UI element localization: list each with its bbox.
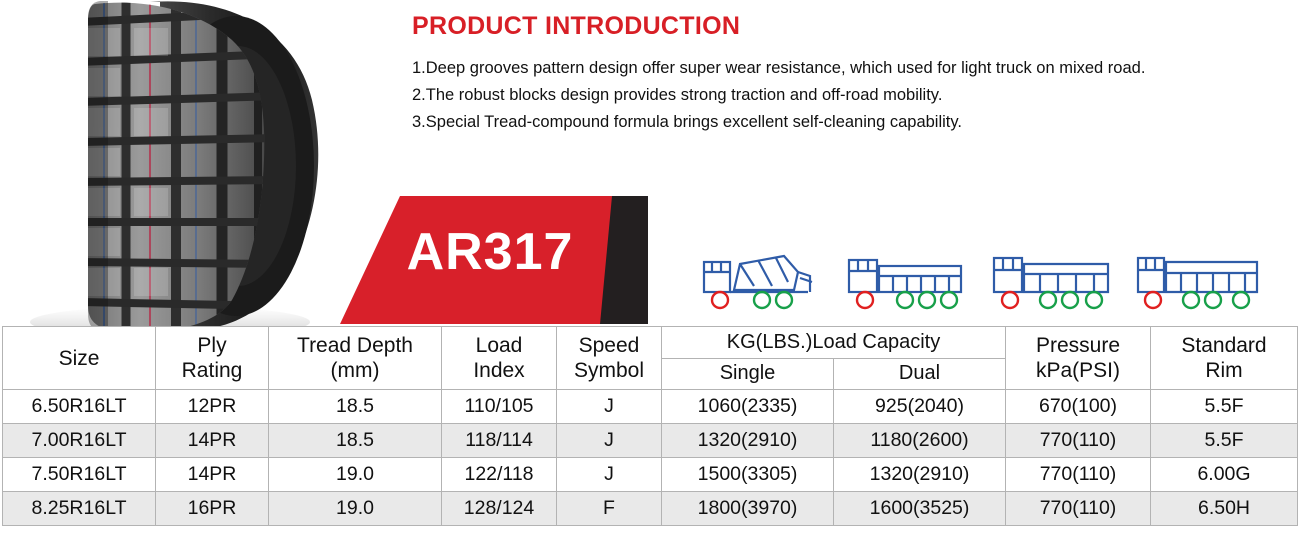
cell-speed: F bbox=[557, 492, 662, 526]
cell-rim: 6.50H bbox=[1151, 492, 1298, 526]
header-tread-depth bbox=[269, 327, 442, 390]
cell-size: 8.25R16LT bbox=[3, 492, 156, 526]
intro-line-1: 1.Deep grooves pattern design offer super wear resistance, which used for light truck on mixed road. bbox=[412, 59, 1146, 77]
table-row bbox=[3, 390, 1298, 424]
cell-speed: J bbox=[557, 458, 662, 492]
table-header bbox=[3, 327, 1298, 390]
header-speed-symbol bbox=[557, 327, 662, 390]
header-size: Size bbox=[3, 327, 156, 390]
header-single: Single bbox=[662, 358, 834, 390]
header-load-index-line2: Index bbox=[473, 359, 525, 382]
cell-load-index: 122/118 bbox=[442, 458, 557, 492]
table-row bbox=[3, 492, 1298, 526]
cell-rim: 5.5F bbox=[1151, 390, 1298, 424]
table-row bbox=[3, 458, 1298, 492]
cell-pressure: 770(110) bbox=[1006, 492, 1151, 526]
header-speed-symbol-line1: Speed bbox=[578, 334, 640, 357]
cell-single: 1320(2910) bbox=[662, 424, 834, 458]
cell-ply: 12PR bbox=[156, 390, 269, 424]
cell-ply: 16PR bbox=[156, 492, 269, 526]
header-pressure-line1: Pressure bbox=[1035, 334, 1121, 357]
cell-dual: 1320(2910) bbox=[834, 458, 1006, 492]
header-ply-rating bbox=[156, 327, 269, 390]
cell-tread: 18.5 bbox=[269, 390, 442, 424]
cell-dual: 1600(3525) bbox=[834, 492, 1006, 526]
product-introduction bbox=[412, 12, 1272, 136]
header-standard-rim-line2: Rim bbox=[1205, 359, 1243, 382]
dump-truck-icon bbox=[990, 242, 1115, 322]
cell-dual: 1180(2600) bbox=[834, 424, 1006, 458]
intro-line-3: 3.Special Tread-compound formula brings excellent self-cleaning capability. bbox=[412, 113, 962, 131]
intro-line-2: 2.The robust blocks design provides strong traction and off-road mobility. bbox=[412, 86, 943, 104]
cell-ply: 14PR bbox=[156, 458, 269, 492]
mixer-truck-icon bbox=[700, 242, 825, 322]
cell-size: 7.50R16LT bbox=[3, 458, 156, 492]
cell-load-index: 110/105 bbox=[442, 390, 557, 424]
cell-rim: 6.00G bbox=[1151, 458, 1298, 492]
header-load-index bbox=[442, 327, 557, 390]
header-ply-rating-line1: Ply bbox=[197, 334, 227, 357]
cell-pressure: 670(100) bbox=[1006, 390, 1151, 424]
cell-pressure: 770(110) bbox=[1006, 458, 1151, 492]
cell-dual: 925(2040) bbox=[834, 390, 1006, 424]
tire-product-image bbox=[0, 0, 400, 330]
header-ply-rating-line2: Rating bbox=[181, 359, 243, 382]
header-load-capacity: KG(LBS.)Load Capacity bbox=[662, 327, 1006, 359]
cell-tread: 19.0 bbox=[269, 492, 442, 526]
page-title: PRODUCT INTRODUCTION bbox=[412, 12, 741, 40]
table-header-row-1 bbox=[3, 327, 1298, 359]
header-dual: Dual bbox=[834, 358, 1006, 390]
model-name: AR317 bbox=[406, 223, 574, 281]
cell-size: 7.00R16LT bbox=[3, 424, 156, 458]
application-icons bbox=[700, 236, 1260, 322]
header-standard-rim-line1: Standard bbox=[1181, 334, 1267, 357]
flatbed-truck-icon bbox=[845, 242, 970, 322]
header-standard-rim bbox=[1151, 327, 1298, 390]
cell-single: 1500(3305) bbox=[662, 458, 834, 492]
cell-tread: 18.5 bbox=[269, 424, 442, 458]
table-body bbox=[3, 390, 1298, 526]
cell-tread: 19.0 bbox=[269, 458, 442, 492]
specification-table bbox=[2, 326, 1298, 526]
header-pressure bbox=[1006, 327, 1151, 390]
cell-pressure: 770(110) bbox=[1006, 424, 1151, 458]
cell-ply: 14PR bbox=[156, 424, 269, 458]
cell-size: 6.50R16LT bbox=[3, 390, 156, 424]
header-pressure-line2: kPa(PSI) bbox=[1035, 359, 1121, 382]
cell-single: 1060(2335) bbox=[662, 390, 834, 424]
cell-load-index: 118/114 bbox=[442, 424, 557, 458]
long-cargo-truck-icon bbox=[1135, 242, 1260, 322]
cell-rim: 5.5F bbox=[1151, 424, 1298, 458]
header-speed-symbol-line2: Symbol bbox=[573, 359, 645, 382]
cell-speed: J bbox=[557, 390, 662, 424]
cell-load-index: 128/124 bbox=[442, 492, 557, 526]
table-row bbox=[3, 424, 1298, 458]
tire-illustration bbox=[0, 0, 400, 330]
header-load-index-line1: Load bbox=[475, 334, 523, 357]
cell-single: 1800(3970) bbox=[662, 492, 834, 526]
header-tread-depth-line2: (mm) bbox=[330, 359, 380, 382]
header-tread-depth-line1: Tread Depth bbox=[297, 334, 413, 357]
cell-speed: J bbox=[557, 424, 662, 458]
